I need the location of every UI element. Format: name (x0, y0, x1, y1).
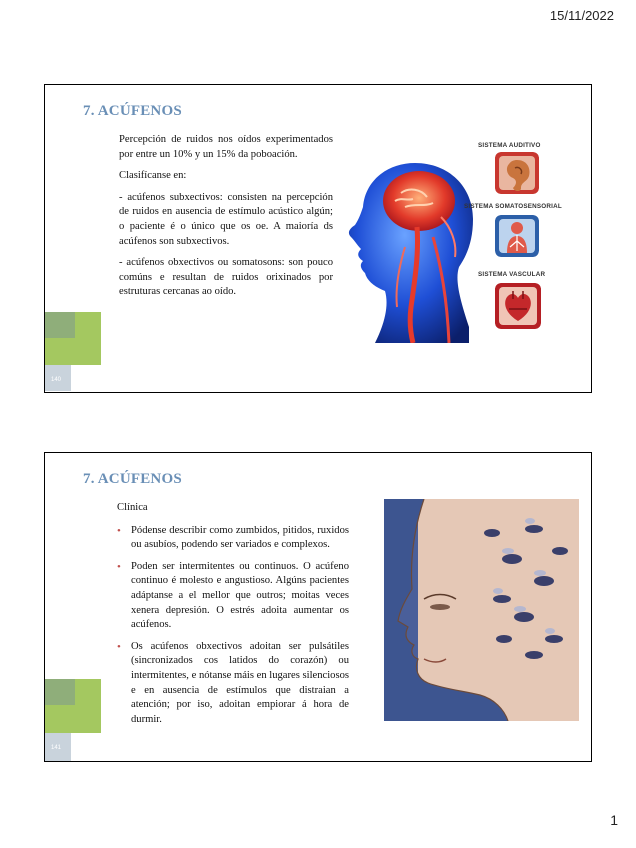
slide-140 (44, 84, 592, 393)
list-item: • Os acúfenos obxectivos adoitan ser pulsátiles (sincronizados cos latidos do corazón) ou intermitentes, e nótanse máis en lugares silenciosos e en ausencia de estímulos que distraian a atención; por iso, adoitan empiorar á hora de durmir. (117, 640, 349, 728)
decor-square-light (45, 705, 101, 733)
paragraph-classification: Clasifícanse en: (119, 170, 187, 182)
slide-body-text (119, 133, 333, 307)
list-item: • Pódense describir como zumbidos, pitidos, ruxidos ou asubíos, podendo ser variados e complexos. (117, 524, 349, 553)
slide-number: 141 (51, 745, 62, 751)
decor-square-dark (45, 679, 75, 705)
ear-icon (495, 152, 539, 194)
subtitle-clinic: Clínica (117, 502, 148, 513)
label-auditory-system: SISTEMA AUDITIVO (478, 142, 541, 149)
slide-number: 140 (51, 377, 62, 383)
heart-vascular-icon (495, 283, 541, 329)
face-bees-illustration (384, 499, 579, 721)
label-vascular-system: SISTEMA VASCULAR (478, 271, 546, 278)
decor-square-light (75, 679, 101, 705)
paragraph-definition: Percepción de ruidos nos oídos experimentados por entre un 10% y un 15% da poboación. (119, 134, 333, 160)
print-date: 15/11/2022 (549, 8, 614, 23)
head-brain-illustration (345, 157, 485, 343)
label-somatosensory-system: SISTEMA SOMATOSENSORIAL (464, 203, 562, 210)
decor-square-light (45, 338, 101, 365)
decor-square-light (75, 312, 101, 338)
paragraph-objective: - acúfenos obxectivos ou somatosons: son pouco comúns e resultan de ruidos orixinados por estruturas cercanas ao oído. (119, 257, 333, 298)
slide-body-text (117, 501, 349, 734)
list-item: • Poden ser intermitentes ou continuos. O acúfeno continuo é molesto e angustioso. Algúns pacientes adáptanse a el mellor que outros; moitas veces xenera depresión. O estrés adoita aumentar os acúfenos. (117, 560, 349, 633)
slide-141 (44, 452, 592, 762)
slide-title: 7. ACÚFENOS (83, 471, 182, 487)
page-number: 1 (610, 812, 618, 828)
slide-title: 7. ACÚFENOS (83, 103, 182, 119)
paragraph-subjective: - acúfenos subxectivos: consisten na percepción de ruidos en ausencia de estímulo acústico algún; o paciente é o único que os oe. A maioría ds acúfenos son subxectivos. (119, 191, 333, 247)
symptom-list (117, 524, 349, 728)
decor-square-dark (45, 312, 75, 338)
body-nerves-icon (495, 215, 539, 257)
